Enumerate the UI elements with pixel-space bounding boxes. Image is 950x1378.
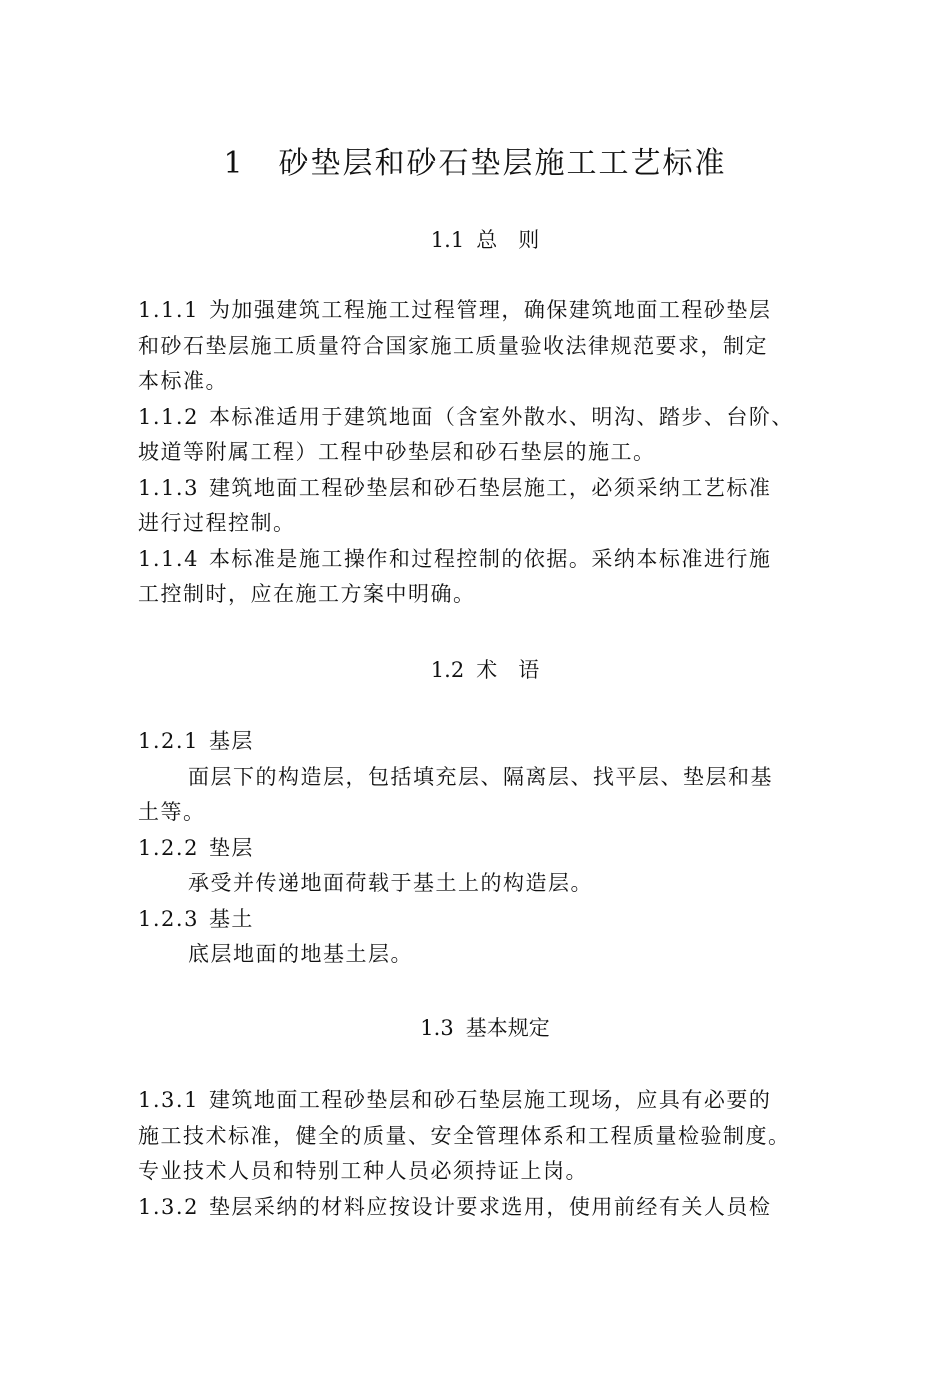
clause-line bbox=[138, 400, 873, 436]
section-number: 1.1 bbox=[430, 228, 465, 252]
clause-text: 基层 bbox=[208, 729, 254, 753]
clause-text: 基土 bbox=[208, 906, 254, 931]
section-body-1-1 bbox=[138, 293, 873, 613]
section-title: 基本规定 bbox=[465, 1016, 550, 1040]
clause-line bbox=[138, 1154, 873, 1190]
clause-text: 进行过程控制。 bbox=[138, 511, 296, 535]
clause-number: 1.1.1 bbox=[138, 298, 199, 322]
document-title-number: 1 bbox=[223, 146, 245, 181]
clause-number: 1.1.4 bbox=[138, 546, 199, 571]
clause-line bbox=[138, 577, 873, 613]
clause-line bbox=[138, 542, 873, 578]
clause-line bbox=[138, 1083, 873, 1119]
section-heading-1-2 bbox=[0, 655, 950, 685]
clause-number: 1.2.2 bbox=[138, 835, 199, 860]
clause-line bbox=[138, 471, 873, 507]
clause-number: 1.3.1 bbox=[138, 1088, 199, 1112]
clause-line bbox=[138, 937, 873, 973]
clause-line bbox=[138, 831, 873, 867]
section-heading-1-3 bbox=[0, 1013, 950, 1043]
document-title bbox=[0, 142, 950, 186]
section-body-1-3 bbox=[138, 1083, 873, 1225]
clause-text: 工控制时，应在施工方案中明确。 bbox=[138, 582, 476, 606]
clause-text: 土等。 bbox=[138, 800, 206, 824]
clause-text: 专业技术人员和特别工种人员必须持证上岗。 bbox=[138, 1159, 588, 1183]
section-heading-1-1 bbox=[0, 225, 950, 255]
clause-number: 1.1.2 bbox=[138, 404, 199, 429]
section-title: 总 则 bbox=[476, 228, 540, 252]
clause-line bbox=[138, 1119, 873, 1155]
clause-line bbox=[138, 866, 873, 902]
clause-line bbox=[138, 506, 873, 542]
clause-text: 本标准。 bbox=[138, 369, 228, 393]
clause-text: 施工技术标准，健全的质量、安全管理体系和工程质量检验制度。 bbox=[138, 1123, 791, 1148]
section-number: 1.2 bbox=[430, 658, 465, 682]
clause-text: 本标准适用于建筑地面（含室外散水、明沟、踏步、台阶、 bbox=[208, 404, 794, 429]
clause-number: 1.2.1 bbox=[138, 729, 199, 753]
section-title: 术 语 bbox=[476, 658, 540, 682]
clause-text: 建筑地面工程砂垫层和砂石垫层施工，必须采纳工艺标准 bbox=[208, 475, 772, 500]
clause-line bbox=[138, 760, 873, 796]
section-body-1-2 bbox=[138, 724, 873, 973]
clause-line bbox=[138, 795, 873, 831]
clause-text: 垫层 bbox=[208, 835, 254, 860]
clause-line bbox=[138, 329, 873, 365]
clause-number: 1.2.3 bbox=[138, 906, 199, 931]
clause-line bbox=[138, 364, 873, 400]
clause-text: 面层下的构造层，包括填充层、隔离层、找平层、垫层和基 bbox=[188, 764, 773, 789]
section-number: 1.3 bbox=[420, 1016, 454, 1040]
document-title-text: 砂垫层和砂石垫层施工工艺标准 bbox=[278, 146, 727, 181]
clause-line bbox=[138, 902, 873, 938]
clause-number: 1.1.3 bbox=[138, 475, 199, 500]
clause-text: 承受并传递地面荷载于基土上的构造层。 bbox=[188, 871, 593, 895]
clause-text: 本标准是施工操作和过程控制的依据。采纳本标准进行施 bbox=[208, 546, 772, 571]
clause-line bbox=[138, 435, 873, 471]
clause-number: 1.3.2 bbox=[138, 1194, 199, 1219]
clause-text: 坡道等附属工程）工程中砂垫层和砂石垫层的施工。 bbox=[138, 440, 656, 464]
clause-text: 为加强建筑工程施工过程管理，确保建筑地面工程砂垫层 bbox=[208, 298, 772, 322]
clause-text: 底层地面的地基土层。 bbox=[188, 942, 413, 966]
clause-line bbox=[138, 1190, 873, 1226]
clause-text: 和砂石垫层施工质量符合国家施工质量验收法律规范要求，制定 bbox=[138, 333, 768, 358]
clause-text: 垫层采纳的材料应按设计要求选用，使用前经有关人员检 bbox=[208, 1194, 772, 1219]
clause-line bbox=[138, 724, 873, 760]
clause-line bbox=[138, 293, 873, 329]
clause-text: 建筑地面工程砂垫层和砂石垫层施工现场，应具有必要的 bbox=[208, 1088, 772, 1112]
